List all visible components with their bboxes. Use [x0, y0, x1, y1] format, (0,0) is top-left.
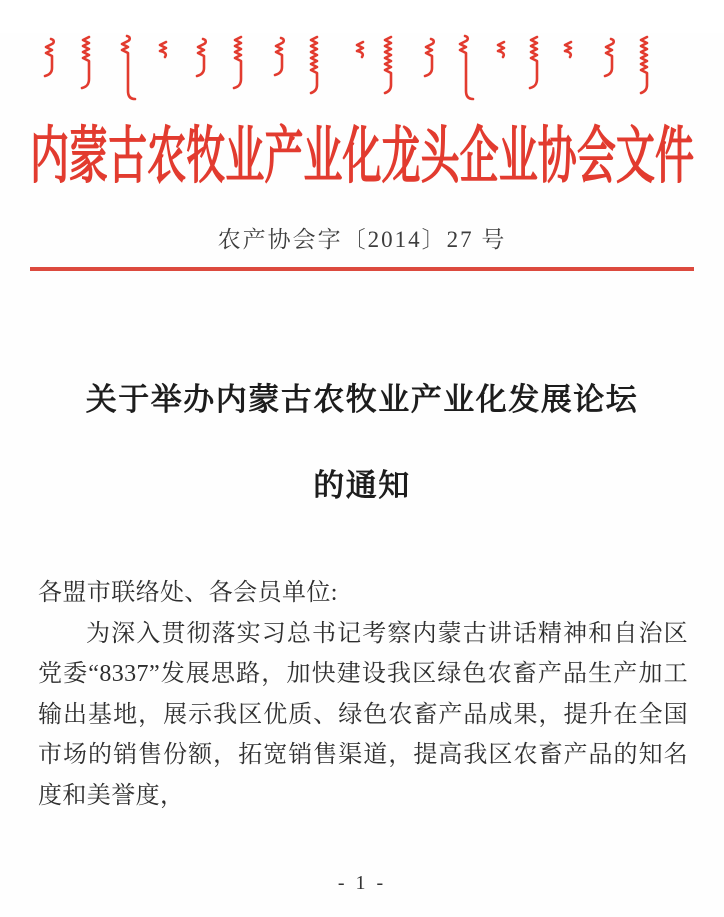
salutation: 各盟市联络处、各会员单位:	[38, 580, 338, 606]
org-title: 内蒙古农牧业产业化龙头企业协会文件	[29, 123, 695, 191]
scanned-document-page	[0, 33, 724, 917]
notice-title-line1: 关于举办内蒙古农牧业产业化发展论坛	[85, 382, 639, 417]
body-text-block	[38, 573, 688, 816]
body-paragraph: 为深入贯彻落实习总书记考察内蒙古讲话精神和自治区党委“8337”发展思路，加快建设我区绿色农畜产品生产加工输出基地，展示我区优质、绿色农畜产品成果，提升在全国市场的销售份额，拓宽销售渠道，提高我区农畜产品的知名度和美誉度，	[38, 620, 688, 809]
notice-title-line2: 的通知	[313, 468, 411, 503]
mongolian-script-text	[0, 33, 724, 119]
document-number: 农产协会字〔2014〕27 号	[217, 227, 507, 252]
red-divider-rule	[30, 267, 694, 271]
org-title-wrap	[0, 119, 724, 195]
page-number: - 1 -	[337, 872, 387, 894]
